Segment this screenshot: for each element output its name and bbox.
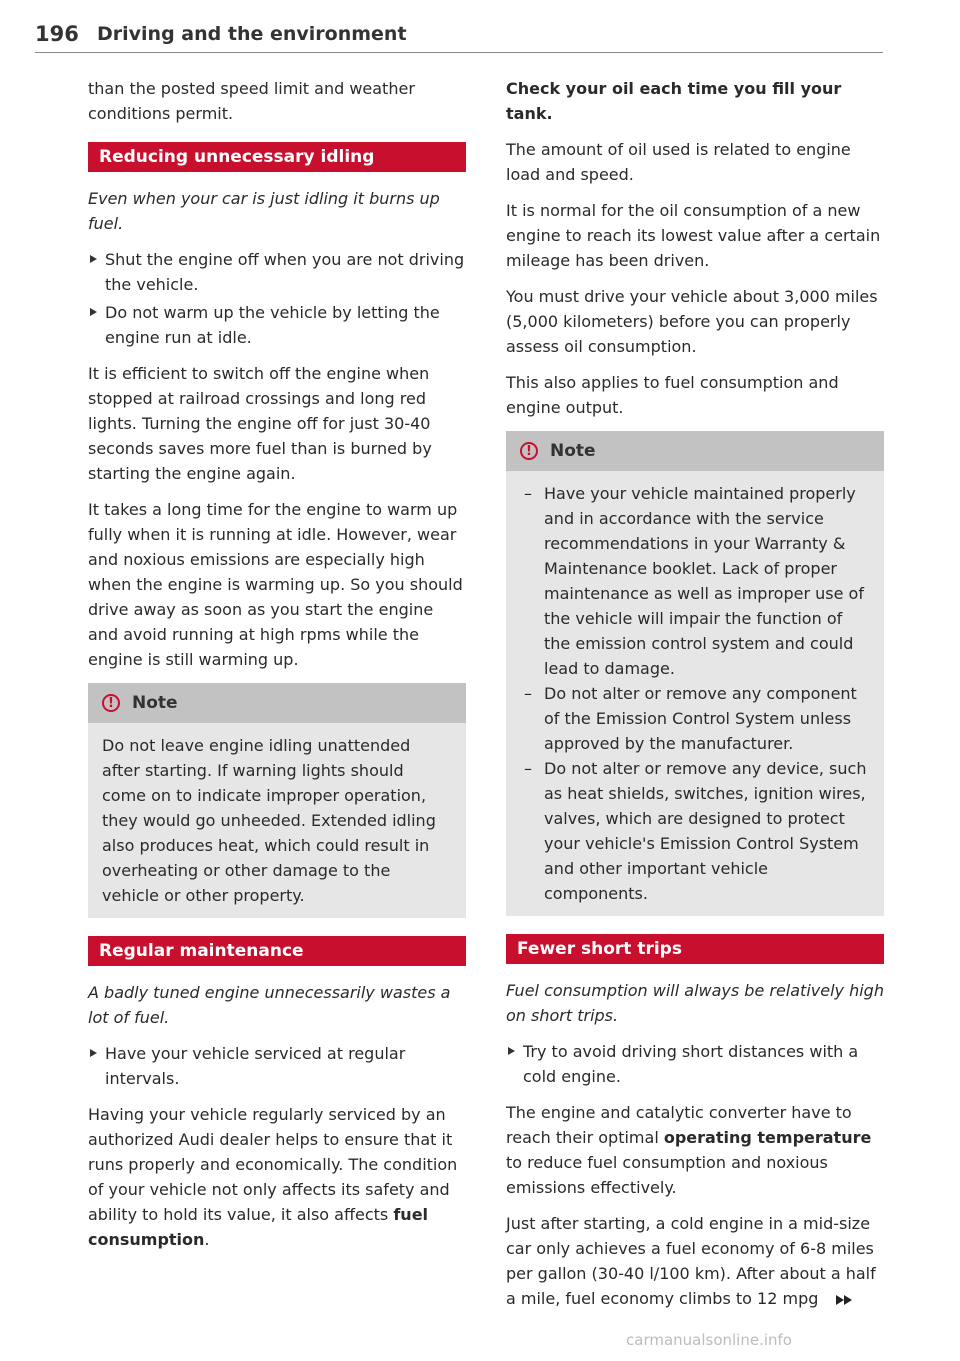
note-body <box>506 471 884 916</box>
maintenance-text: Having your vehicle regularly serviced by an authorized Audi dealer helps to ensure that it runs properly and economically. The condition of your vehicle not only affects its safety and ability to hold its value, it also affects <box>88 1105 458 1224</box>
header-rule <box>35 52 883 53</box>
operating-temperature-term: operating temperature <box>663 1128 872 1147</box>
oil-paragraph-2: It is normal for the oil consumption of a new engine to reach its lowest value after a certain mileage has been driven. <box>506 201 881 270</box>
idling-bullet-1: Shut the engine off when you are not driving the vehicle. <box>88 247 466 297</box>
note-title: Note <box>132 692 178 713</box>
oil-paragraph-1: The amount of oil used is related to engine load and speed. <box>506 140 851 184</box>
page-number: 196 <box>35 22 79 46</box>
note-item: – Do not alter or remove any component of the Emission Control System unless approved by the manufacturer. <box>520 681 870 756</box>
maintenance-heading: Regular maintenance <box>88 936 466 966</box>
maintenance-text-end: . <box>204 1230 210 1249</box>
oil-paragraph-3: You must drive your vehicle about 3,000 miles (5,000 kilometers) before you can properly assess oil consumption. <box>506 287 878 356</box>
short-trips-paragraph-1 <box>506 1100 884 1200</box>
maintenance-bullet: Have your vehicle serviced at regular intervals. <box>88 1041 466 1091</box>
idling-lead: Even when your car is just idling it burns up fuel. <box>88 189 440 233</box>
intro-paragraph: than the posted speed limit and weather conditions permit. <box>88 79 415 123</box>
note-title: Note <box>550 440 596 461</box>
maintenance-lead: A badly tuned engine unnecessarily wastes a lot of fuel. <box>88 983 451 1027</box>
short-trips-text-2: Just after starting, a cold engine in a mid-size car only achieves a fuel economy of 6-8 miles per gallon (30-40 l/100 km). After about a half a mile, fuel economy climbs to 12 mpg <box>506 1214 876 1308</box>
idling-bullet-2: Do not warm up the vehicle by letting the engine run at idle. <box>88 300 466 350</box>
warning-circle-icon: ! <box>520 442 538 460</box>
continue-arrow-icon <box>836 1295 844 1305</box>
idling-heading: Reducing unnecessary idling <box>88 142 466 172</box>
note-item: – Do not alter or remove any device, such as heat shields, switches, ignition wires, valves, which are designed to protect your vehicle's Emission Control System and other important vehicle components. <box>520 756 870 906</box>
short-trips-text-end: to reduce fuel consumption and noxious emissions effectively. <box>506 1153 828 1197</box>
note-header <box>88 683 466 723</box>
note-header <box>506 431 884 471</box>
left-column <box>88 76 466 1263</box>
idling-paragraph-2: It takes a long time for the engine to warm up fully when it is running at idle. However, wear and noxious emissions are especially high when the engine is warming up. So you should drive away as soon as you start the engine and avoid running at high rpms while the engine is still warming up. <box>88 500 463 669</box>
note-body <box>88 723 466 918</box>
watermark: carmanualsonline.info <box>626 1331 792 1349</box>
short-trips-heading: Fewer short trips <box>506 934 884 964</box>
page-header <box>35 22 883 56</box>
short-trips-bullet: Try to avoid driving short distances with a cold engine. <box>506 1039 884 1089</box>
continue-arrow-icon <box>844 1295 852 1305</box>
oil-paragraph-4: This also applies to fuel consumption and engine output. <box>506 373 839 417</box>
short-trips-lead: Fuel consumption will always be relatively high on short trips. <box>506 981 884 1025</box>
emission-note <box>506 431 884 916</box>
section-title: Driving and the environment <box>97 23 407 45</box>
right-column <box>506 76 884 1322</box>
idling-note <box>88 683 466 918</box>
fuel-consumption-term: fuel consumption <box>88 1205 429 1249</box>
short-trips-text: The engine and catalytic converter have to reach their optimal <box>506 1103 852 1147</box>
note-item: – Have your vehicle maintained properly and in accordance with the service recommendations in your Warranty & Maintenance booklet. Lack of proper maintenance as well as improper use of the vehicle will impair the function of the emission control system and could lead to damage. <box>520 481 870 681</box>
short-trips-paragraph-2 <box>506 1211 884 1311</box>
oil-heading: Check your oil each time you fill your tank. <box>506 79 842 123</box>
warning-circle-icon: ! <box>102 694 120 712</box>
idling-paragraph-1: It is efficient to switch off the engine when stopped at railroad crossings and long red lights. Turning the engine off for just 30-40 seconds saves more fuel than is burned by starting the engine again. <box>88 364 432 483</box>
note-text: Do not leave engine idling unattended after starting. If warning lights should come on to indicate improper operation, they would go unheeded. Extended idling also produces heat, which could result in overheating or other damage to the vehicle or other property. <box>102 736 436 905</box>
maintenance-paragraph <box>88 1102 466 1252</box>
